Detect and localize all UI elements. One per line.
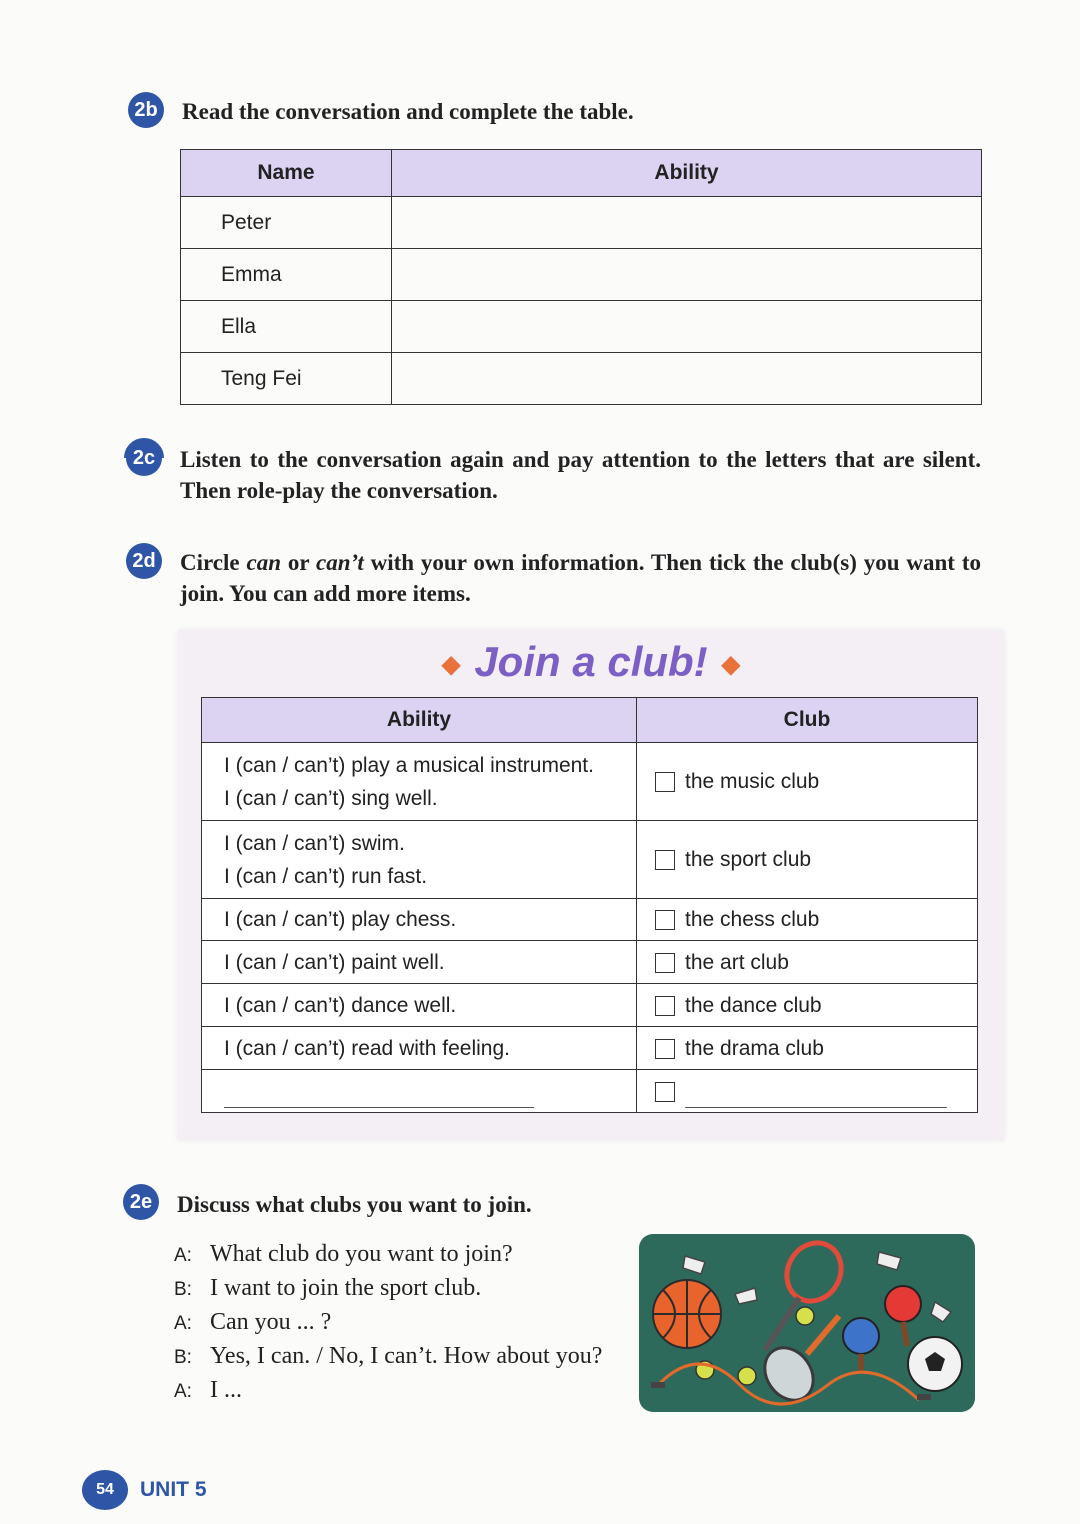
word-cant: can’t (316, 550, 364, 575)
club-label: the sport club (685, 848, 812, 871)
checkbox[interactable] (655, 850, 675, 870)
speaker: A: (174, 1245, 192, 1266)
club-label: the music club (685, 770, 820, 793)
ability-answer-cell[interactable] (392, 353, 982, 405)
blank-ability-cell[interactable] (202, 1070, 637, 1113)
dialogue-line (174, 1271, 481, 1307)
instruction-text: or (280, 550, 317, 575)
dialogue-text: I ... (210, 1377, 242, 1403)
speaker: A: (174, 1313, 192, 1334)
section-2e-instruction: Discuss what clubs you want to join. (177, 1192, 532, 1217)
club-label: the dance club (685, 993, 822, 1017)
sports-equipment-picture (639, 1234, 975, 1412)
section-2c-badge: 2c (126, 440, 162, 476)
instruction-text: Circle (180, 550, 247, 575)
name-ability-table (180, 149, 982, 405)
ability-cell[interactable] (202, 1027, 637, 1070)
dialogue-line (174, 1305, 331, 1341)
blank-line[interactable] (224, 1077, 534, 1108)
diamond-icon: ◆ (721, 651, 741, 679)
ability-line: I (can / can’t) play a musical instrument. (224, 753, 594, 777)
name-cell: Teng Fei (181, 353, 392, 405)
ability-line: I (can / can’t) sing well. (224, 786, 438, 810)
ability-cell[interactable] (202, 899, 637, 941)
page-number: 54 (82, 1470, 128, 1510)
name-cell: Ella (181, 301, 392, 353)
blank-club-cell (637, 1070, 978, 1113)
ability-line: I (can / can’t) swim. (224, 831, 405, 855)
ability-line: I (can / can’t) play chess. (224, 908, 457, 931)
club-label: the chess club (685, 908, 820, 931)
name-cell: Emma (181, 249, 392, 301)
basketball-icon (653, 1280, 721, 1348)
soccer-ball-icon (908, 1337, 962, 1391)
club-label: the drama club (685, 1036, 824, 1060)
checkbox[interactable] (655, 1039, 675, 1059)
club-cell (637, 984, 978, 1027)
club-label: the art club (685, 950, 789, 974)
name-cell: Peter (181, 197, 392, 249)
section-2d-instruction (180, 547, 981, 609)
section-2d-badge: 2d (126, 543, 162, 579)
dialogue-line (174, 1339, 602, 1375)
ability-line: I (can / can’t) run fast. (224, 864, 428, 888)
ability-cell[interactable] (202, 821, 637, 899)
speaker: B: (174, 1347, 192, 1368)
dialogue-text: Yes, I can. / No, I can’t. How about you? (210, 1343, 603, 1369)
ability-answer-cell[interactable] (392, 301, 982, 353)
section-2c-instruction: Listen to the conversation again and pay attention to the letters that are silent. Then role-play the conversation. (180, 447, 981, 503)
sports-equipment-illustration (639, 1234, 975, 1412)
checkbox[interactable] (655, 1082, 675, 1102)
club-cell (637, 743, 978, 821)
ability-header: Ability (392, 150, 982, 197)
speaker: A: (174, 1381, 192, 1402)
ability-cell[interactable] (202, 941, 637, 984)
panel-title-text: Join a club! (474, 638, 708, 685)
instruction-text: with your own information. Then tick the club(s) you want to join. You can add more items. (180, 550, 981, 606)
diamond-icon: ◆ (441, 651, 461, 679)
ability-cell[interactable] (202, 743, 637, 821)
ability-line: I (can / can’t) read with feeling. (224, 1036, 510, 1060)
checkbox[interactable] (655, 910, 675, 930)
ability-cell[interactable] (202, 984, 637, 1027)
club-cell (637, 899, 978, 941)
section-2b-badge: 2b (128, 92, 164, 128)
dialogue-line (174, 1237, 513, 1273)
checkbox[interactable] (655, 996, 675, 1016)
word-can: can (246, 550, 281, 575)
blank-line[interactable] (685, 1077, 947, 1108)
section-2b-instruction: Read the conversation and complete the table. (182, 99, 634, 124)
unit-label: UNIT 5 (140, 1478, 207, 1501)
dialogue-text: Can you ... ? (210, 1309, 332, 1335)
speaker: B: (174, 1279, 192, 1300)
dialogue-text: I want to join the sport club. (210, 1275, 482, 1301)
tennis-racket-icon (765, 1234, 852, 1350)
club-cell (637, 821, 978, 899)
club-cell (637, 1027, 978, 1070)
checkbox[interactable] (655, 772, 675, 792)
ability-line: I (can / can’t) paint well. (224, 950, 445, 974)
name-header: Name (181, 150, 392, 197)
dialogue-line (174, 1373, 242, 1409)
join-club-table (201, 697, 978, 1113)
ability-header: Ability (202, 698, 637, 743)
ability-line: I (can / can’t) dance well. (224, 993, 457, 1017)
checkbox[interactable] (655, 953, 675, 973)
dialogue-text: What club do you want to join? (210, 1241, 513, 1267)
badminton-racket-icon (755, 1316, 839, 1410)
club-header: Club (637, 698, 978, 743)
panel-title (178, 638, 1004, 686)
section-2e-badge: 2e (123, 1184, 159, 1220)
club-cell (637, 941, 978, 984)
ability-answer-cell[interactable] (392, 197, 982, 249)
ability-answer-cell[interactable] (392, 249, 982, 301)
